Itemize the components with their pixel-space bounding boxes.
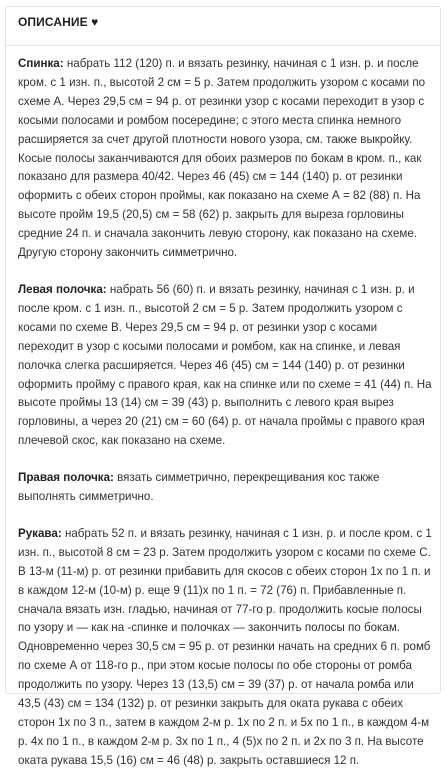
paragraph-label: Рукава: [18, 526, 62, 540]
paragraph-label: Правая полочка: [18, 471, 114, 485]
paragraph-text: набрать 56 (60) п. и вязать резинку, начиная с 1 изн. р. и после кром. с 1 изн. п., высотой 2 см = 5 р. Затем продолжить узором с косами по схеме В. Через 29,5 см = 94 р. от резинки узор с косами переходит в узор с косыми полосами и ромбом, как на спинке, и левая полочка слегка расширяется. Через 46 (45) см = 144 (140) р. от резинки оформить пройму с правого края, как на спинке или по схеме = 41 (44) п. На высоте проймы 13 (14) см = 39 (43) р. выполнить с левого края вырез горловины, а через 20 (21) см = 60 (64) р. от начала проймы с правого края плечевой скос, как показано на схеме. [18, 282, 432, 448]
description-content [6, 46, 440, 771]
paragraph-label: Спинка: [18, 57, 64, 70]
paragraph-back [18, 55, 432, 263]
paragraph-text: набрать 112 (120) п. и вязать резинку, начиная с 1 изн. р. и после кром. с 1 изн. п., высотой 2 см = 5 р. Затем продолжить узором с косами по схеме А. Через 29,5 см = 94 р. от резинки узор с косами переходит в узор с косыми полосами и ромбом посередине; с этого места спинка немного расширяется за счет другой плотности нового узора, см. также выкройку. Косые полосы заканчиваются для обоих размеров по бокам в кром. п., как показано для размера 40/42. Через 46 (45) см = 144 (140) р. от резинки оформить с обеих сторон проймы, как показано на схеме А = 82 (88) п. На высоте пройм 19,5 (20,5) см = 58 (62) р. закрыть для выреза горловины средние 24 п. и сначала закончить левую сторону, как показано на схеме. Другую сторону закончить симметрично. [18, 57, 426, 260]
paragraph-left-front [18, 281, 432, 451]
paragraph-text: вязать симметрично, перекрещивания кос также выполнять симметрично. [18, 471, 380, 504]
paragraph-label: Левая полочка: [18, 282, 107, 296]
description-card [5, 6, 441, 767]
section-heading: ОПИСАНИЕ ♥ [18, 15, 99, 29]
paragraph-text: набрать 52 п. и вязать резинку, начиная с 1 изн. р. и после кром. с 1 изн. п., высотой 8 см = 23 р. Затем продолжить узором с косами по схеме С. В 13-м (11-м) р. от резинки прибавить для скосов с обеих сторон 1х по 1 п. и в каждом 12-м (10-м) р. еще 9 (11)х по 1 п. = 72 (76) п. Прибавленные п. сначала вязать изн. гладью, начиная от 77-го р. продолжить косые полосы по узору и — как на -спинке и полочках — закончить полосы по бокам. Одновременно через 30,5 см = 95 р. от резинки начать на средних 6 п. ромб по схеме А от 118-го р., при этом косые полосы по обе стороны от ромба продолжить по узору. Через 13 (13,5) см = 39 (37) р. от начала ромба или 43,5 (43) см = 134 (132) р. от резинки закрыть для оката рукава с обеих сторон 1х по 3 п., затем в каждом 2-м р. 1х по 2 п. и 5х по 1 п., в каждом 4-м р. 4х по 1 п., в каждом 2-м р. 3х по 1 п., 4 (5)х по 2 п. и 2х по 3 п. На высоте оката рукава 15,5 (16) см = 46 (48) р. закрыть оставшиеся 12 п. [18, 526, 432, 767]
paragraph-right-front [18, 469, 432, 507]
paragraph-sleeves [18, 525, 432, 771]
